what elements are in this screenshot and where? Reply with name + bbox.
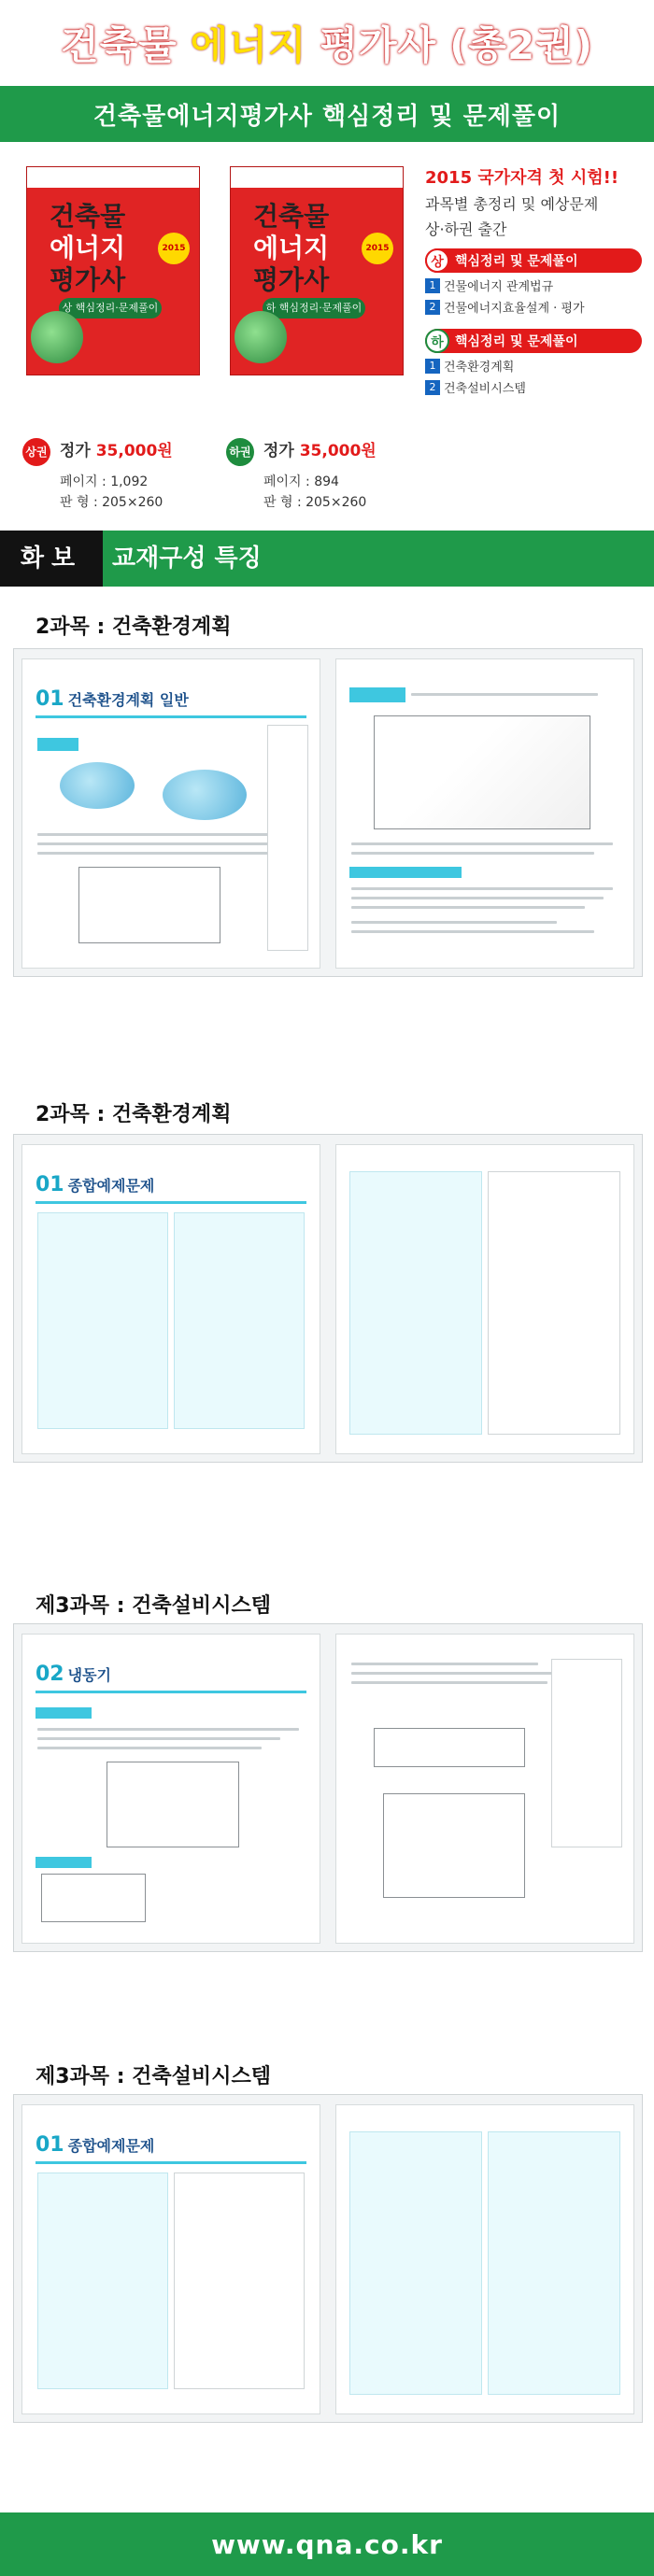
book-info-lower: [226, 437, 377, 511]
price-value: 35,000원: [299, 442, 377, 460]
lower-mark: 하: [425, 329, 449, 353]
cover-badge: 상 핵심정리·문제풀이: [59, 298, 162, 318]
lower-pill-label: 핵심정리 및 문제풀이: [455, 334, 578, 349]
cover-title-line1: 건축물: [50, 201, 126, 232]
title-word-2: 에너지: [190, 22, 307, 68]
banner-label: 화보: [0, 531, 103, 587]
cover-title-line2: 에너지: [253, 233, 330, 263]
subtitle: 건축물에너지평가사 핵심정리 및 문제풀이: [92, 102, 562, 131]
page-spread: [13, 1134, 643, 1463]
book-size: 판 형 : 205×260: [60, 495, 164, 510]
volume-tag-lower: 하권: [226, 438, 254, 466]
intro-line3: 상·하권 출간: [425, 220, 507, 238]
section-title: 제3과목 : 건축설비시스템: [36, 1594, 271, 1618]
globe-icon: [31, 311, 83, 363]
cover-title-line3: 평가사: [253, 264, 330, 295]
page-header: 01 건축환경계획 일반: [36, 687, 189, 711]
lower-volume-pill: [425, 329, 642, 353]
page-count: 페이지 : 1,092: [60, 474, 149, 489]
title-word-1: 건축물: [61, 22, 178, 68]
book-cover-lower: [230, 166, 404, 375]
page-spread: [13, 2094, 643, 2423]
spread-left-page: [21, 658, 320, 969]
cover-title-line2: 에너지: [50, 233, 126, 263]
intro-panel: [425, 164, 649, 396]
section-title: 2과목 : 건축환경계획: [36, 616, 232, 639]
section-title: 제3과목 : 건축설비시스템: [36, 2065, 271, 2088]
subtitle-band: [0, 86, 654, 142]
site-url-link[interactable]: www.qna.co.kr: [211, 2528, 443, 2560]
cover-band: [231, 167, 403, 188]
intro-line1: 2015 국가자격 첫 시험!!: [425, 168, 619, 188]
upper-mark: 상: [425, 248, 449, 273]
books-area: [0, 142, 654, 531]
footer: [0, 2512, 654, 2576]
spread-right-page: [335, 658, 634, 969]
cover-title-line3: 평가사: [50, 264, 126, 295]
cover-title-line1: 건축물: [253, 201, 330, 232]
price-value: 35,000원: [95, 442, 173, 460]
spread-right-page: [335, 2104, 634, 2414]
page-title: [0, 0, 654, 86]
feature-banner: [0, 531, 654, 587]
spread-left-page: [21, 2104, 320, 2414]
title-word-3: 평가사: [320, 22, 437, 68]
list-item: 1 건축환경계획: [425, 357, 649, 375]
globe-icon: [235, 311, 287, 363]
book-cover-upper: [26, 166, 200, 375]
page-header: 02 냉동기: [36, 1663, 111, 1686]
list-item: 2 건축설비시스템: [425, 378, 649, 396]
section-title: 2과목 : 건축환경계획: [36, 1103, 232, 1126]
price-label: 정가: [59, 442, 91, 460]
spread-right-page: [335, 1634, 634, 1944]
page-spread: [13, 648, 643, 977]
title-word-4: (총2권): [449, 22, 593, 68]
cover-band: [27, 167, 199, 188]
page-spread: [13, 1623, 643, 1952]
spread-left-page: [21, 1144, 320, 1454]
page-count: 페이지 : 894: [263, 474, 339, 489]
cover-title: [253, 201, 329, 296]
upper-volume-pill: [425, 248, 642, 273]
list-item: 1 건물에너지 관계법규: [425, 276, 649, 294]
book-size: 판 형 : 205×260: [263, 495, 367, 510]
cover-title: [50, 201, 125, 296]
spread-right-page: [335, 1144, 634, 1454]
page-header: 01 종합예제문제: [36, 1173, 155, 1196]
spread-left-page: [21, 1634, 320, 1944]
price-label: 정가: [263, 442, 294, 460]
cover-seal: 2015: [362, 233, 393, 264]
volume-tag-upper: 상권: [22, 438, 50, 466]
intro-line2: 과목별 총정리 및 예상문제: [425, 195, 599, 213]
upper-pill-label: 핵심정리 및 문제풀이: [455, 254, 578, 269]
book-info-upper: [22, 437, 173, 511]
cover-seal: 2015: [158, 233, 190, 264]
cover-badge: 하 핵심정리·문제풀이: [263, 298, 365, 318]
banner-title: 교재구성 특징: [112, 545, 262, 573]
list-item: 2 건물에너지효율설계 · 평가: [425, 298, 649, 316]
page-header: 01 종합예제문제: [36, 2133, 155, 2157]
